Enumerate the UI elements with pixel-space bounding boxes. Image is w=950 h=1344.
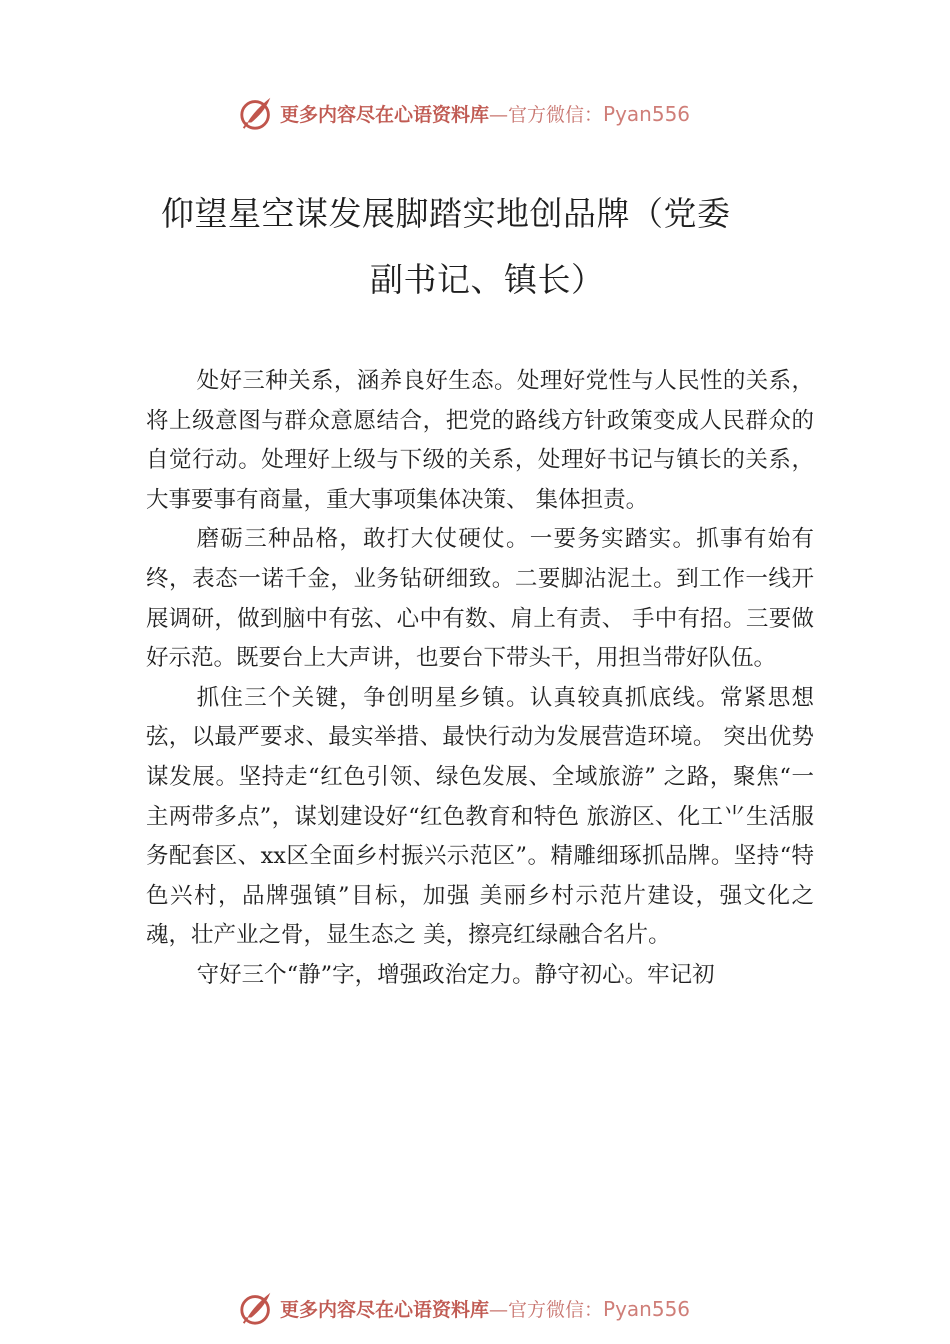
watermark-wechat-id: Pyan556 [603, 1297, 691, 1321]
quill-pen-icon [238, 94, 276, 132]
watermark-text [280, 1297, 690, 1322]
watermark-wechat-id: Pyan556 [603, 102, 691, 126]
watermark-header [0, 90, 950, 138]
paragraph-2: 磨砺三种品格，敢打大仗硬仗。一要务实踏实。抓事有始有终，表态一诺千金，业务钻研细致。二要脚沾泥土。到工作一线开展调研，做到脑中有弦、心中有数、肩上有责、 手中有招。三要做好示范。既要台上大声讲，也要台下带头干，用担当带好队伍。 [146, 526, 814, 672]
watermark-separator: —官方微信： [489, 104, 604, 126]
quill-pen-icon [238, 1289, 276, 1327]
watermark-slogan: 更多内容尽在心语资料库 [280, 104, 490, 126]
watermark-text [280, 102, 690, 127]
watermark-separator: —官方微信： [489, 1299, 604, 1321]
watermark-slogan: 更多内容尽在心语资料库 [280, 1299, 490, 1321]
document-body [146, 362, 814, 996]
watermark-footer [0, 1285, 950, 1333]
paragraph-4: 守好三个“静”字，增强政治定力。静守初心。牢记初 [196, 961, 715, 988]
document-title-line-1: 仰望星空谋发展脚踏实地创品牌（党委 [161, 194, 731, 233]
paragraph-3: 抓住三个关键，争创明星乡镇。认真较真抓底线。常紧思想弦，以最严要求、最实举措、最快行动为发展营造环境。 突出优势谋发展。坚持走“红色引领、绿色发展、全域旅游” 之路，聚焦“一主两带多点”，谋划建设好“红色教育和特色 旅游区、化工⺌生活服务配套区、xx区全面乡村振兴示范区”。精雕细琢抓品牌。坚持“特色兴村，品牌强镇”目标，加强 美丽乡村示范片建设，强文化之魂，壮产业之骨，显生态之 美，擦亮红绿融合名片。 [146, 684, 814, 949]
document-title-line-2: 副书记、镇长） [370, 260, 605, 299]
paragraph-1: 处好三种关系，涵养良好生态。处理好党性与人民性的关系，将上级意图与群众意愿结合，把党的路线方针政策变成人民群众的自觉行动。处理好上级与下级的关系，处理好书记与镇长的关系，大事要事有商量，重大事项集体决策、 集体担责。 [146, 368, 814, 513]
